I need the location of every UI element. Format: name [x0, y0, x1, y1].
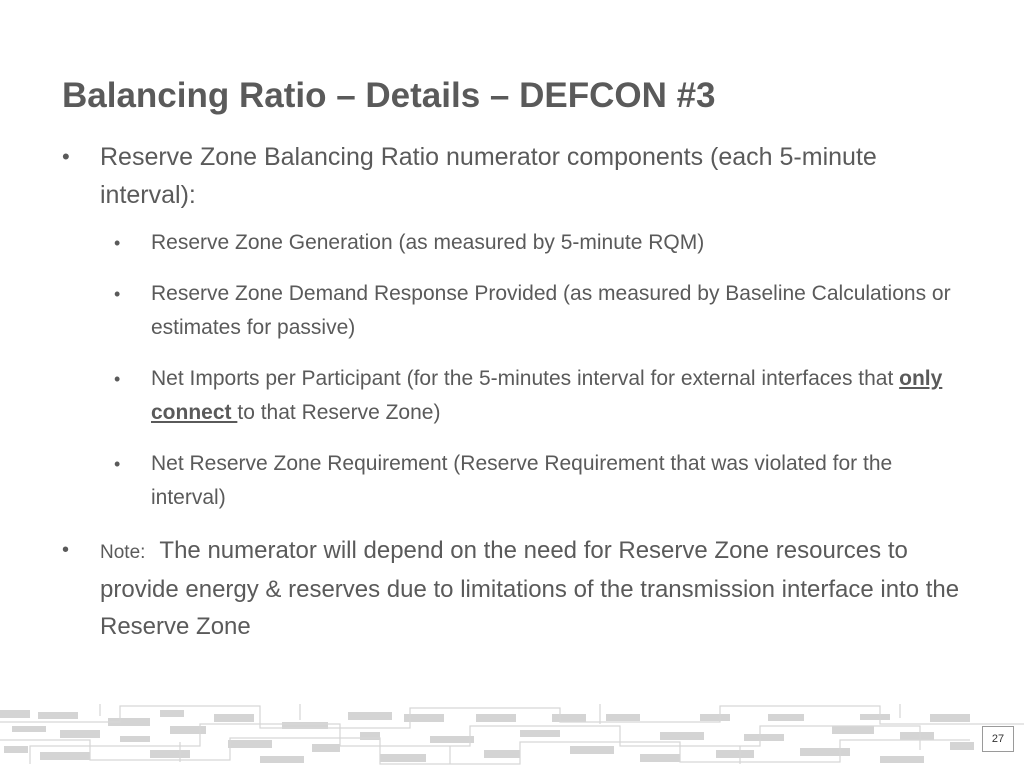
bullet-icon: • — [114, 233, 121, 253]
sub-bullet-text: Net Reserve Zone Requirement (Reserve Requirement that was violated for the interval) — [151, 452, 893, 509]
bullet-icon: • — [114, 284, 121, 304]
circuit-pattern-footer — [0, 702, 1024, 768]
bullet-icon: • — [62, 144, 70, 169]
note-label: Note: — [100, 542, 146, 563]
bullet-note — [62, 532, 972, 645]
sub-bullet-net-imports — [62, 362, 972, 430]
sub-bullet-generation — [62, 226, 972, 260]
bullet-icon: • — [62, 539, 70, 561]
sub-bullet-demand-response — [62, 277, 972, 345]
bullet-icon: • — [114, 369, 121, 389]
bullet-list — [62, 138, 972, 645]
sub-bullet-list — [62, 226, 972, 515]
sub-bullet-text: Reserve Zone Generation (as measured by 5-minute RQM) — [151, 231, 705, 254]
sub-bullet-text-start: Net Imports per Participant (for the 5-minutes interval for external interfaces that — [151, 367, 900, 390]
slide-title: Balancing Ratio – Details – DEFCON #3 — [62, 76, 716, 115]
note-text: The numerator will depend on the need for Reserve Zone resources to provide energy & reserves due to limitations of the transmission interface into the Reserve Zone — [100, 537, 960, 640]
sub-bullet-emphasis: only connect — [151, 367, 943, 424]
sub-bullet-requirement — [62, 447, 972, 515]
bullet-numerator-components — [62, 138, 972, 214]
sub-bullet-text: Reserve Zone Demand Response Provided (as measured by Baseline Calculations or estimates for passive) — [151, 282, 951, 339]
bullet-text: Reserve Zone Balancing Ratio numerator components (each 5-minute interval): — [100, 143, 877, 209]
page-number: 27 — [982, 726, 1014, 752]
sub-bullet-text-end: to that Reserve Zone) — [237, 401, 441, 424]
bullet-icon: • — [114, 454, 121, 474]
